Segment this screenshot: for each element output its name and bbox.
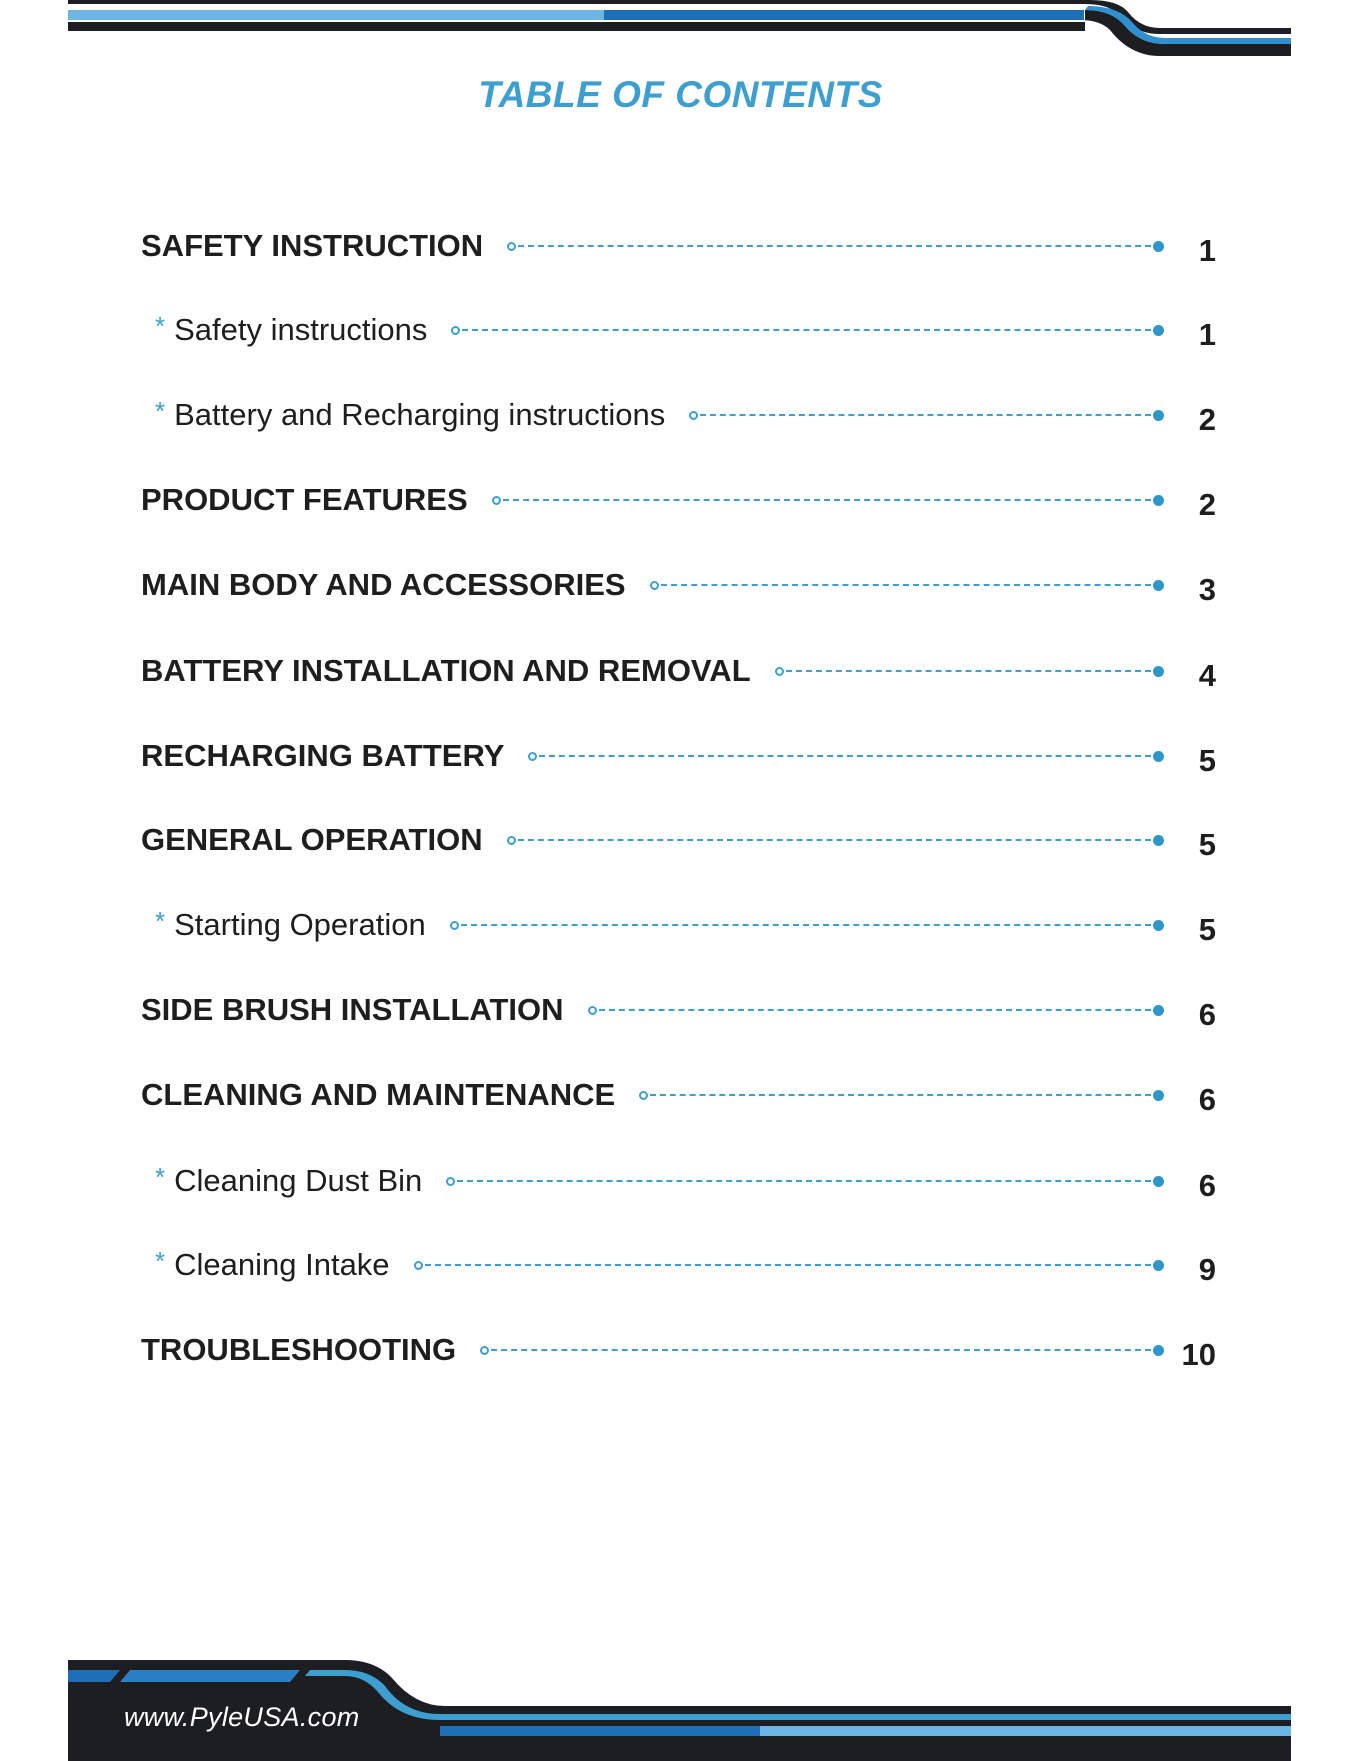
toc-entry-page: 2 xyxy=(1198,487,1216,522)
toc-entry-label: PRODUCT FEATURES xyxy=(141,482,468,517)
toc-entry-label: MAIN BODY AND ACCESSORIES xyxy=(141,567,626,602)
asterisk-bullet-icon: * xyxy=(155,1161,166,1192)
toc-entry-cleaning-intake[interactable] xyxy=(155,1241,1216,1289)
dotted-leader xyxy=(639,1088,1164,1102)
toc-entry-label: GENERAL OPERATION xyxy=(141,822,483,857)
dotted-leader xyxy=(588,1003,1164,1017)
toc-entry-label: Cleaning Intake xyxy=(174,1247,390,1282)
dotted-leader xyxy=(507,239,1164,253)
toc-entry-page: 6 xyxy=(1198,1082,1216,1117)
dotted-leader xyxy=(650,578,1164,592)
toc-entry-page: 10 xyxy=(1181,1337,1216,1372)
toc-entry-safety-instructions[interactable] xyxy=(155,306,1216,354)
page-title: TABLE OF CONTENTS xyxy=(478,74,883,115)
dotted-leader xyxy=(450,918,1164,932)
toc-entry-label: Starting Operation xyxy=(174,907,426,942)
toc-entry-page: 1 xyxy=(1198,317,1216,352)
toc-entry-troubleshooting[interactable] xyxy=(141,1326,1216,1374)
asterisk-bullet-icon: * xyxy=(155,395,166,426)
dotted-leader xyxy=(446,1174,1164,1188)
toc-entry-label: CLEANING AND MAINTENANCE xyxy=(141,1077,616,1112)
toc-entry-label: TROUBLESHOOTING xyxy=(141,1332,457,1367)
toc-entry-battery-installation-removal[interactable] xyxy=(141,647,1216,695)
toc-entry-safety-instruction[interactable] xyxy=(141,222,1216,270)
toc-entry-general-operation[interactable] xyxy=(141,816,1216,864)
dotted-leader xyxy=(451,323,1164,337)
toc-entry-label: SIDE BRUSH INSTALLATION xyxy=(141,992,564,1027)
toc-entry-recharging-battery[interactable] xyxy=(141,732,1216,780)
footer-website-link[interactable]: www.PyleUSA.com xyxy=(124,1702,360,1732)
dotted-leader xyxy=(492,493,1164,507)
toc-entry-page: 5 xyxy=(1198,743,1216,778)
asterisk-bullet-icon: * xyxy=(155,310,166,341)
toc-entry-label: SAFETY INSTRUCTION xyxy=(141,228,484,263)
toc-entry-label: BATTERY INSTALLATION AND REMOVAL xyxy=(141,653,751,688)
toc-entry-page: 2 xyxy=(1198,402,1216,437)
toc-entry-page: 6 xyxy=(1198,1168,1216,1203)
toc-entry-cleaning-maintenance[interactable] xyxy=(141,1071,1216,1119)
dotted-leader xyxy=(689,408,1164,422)
toc-entry-main-body-accessories[interactable] xyxy=(141,561,1216,609)
dotted-leader xyxy=(775,664,1164,678)
asterisk-bullet-icon: * xyxy=(155,905,166,936)
toc-entry-battery-recharging-instructions[interactable] xyxy=(155,391,1216,439)
dotted-leader xyxy=(507,833,1164,847)
toc-entry-page: 6 xyxy=(1198,997,1216,1032)
toc-entry-label: Cleaning Dust Bin xyxy=(174,1163,423,1198)
toc-entry-page: 1 xyxy=(1198,233,1216,268)
toc-entry-page: 5 xyxy=(1198,912,1216,947)
toc-entry-page: 4 xyxy=(1198,658,1216,693)
toc-entry-label: Battery and Recharging instructions xyxy=(174,397,666,432)
toc-entry-label: Safety instructions xyxy=(174,312,428,347)
dotted-leader xyxy=(414,1258,1164,1272)
toc-entry-page: 5 xyxy=(1198,827,1216,862)
toc-entry-page: 3 xyxy=(1198,572,1216,607)
toc-entry-label: RECHARGING BATTERY xyxy=(141,738,505,773)
toc-entry-side-brush-installation[interactable] xyxy=(141,986,1216,1034)
toc-entry-product-features[interactable] xyxy=(141,476,1216,524)
toc-entry-page: 9 xyxy=(1198,1252,1216,1287)
toc-entry-cleaning-dust-bin[interactable] xyxy=(155,1157,1216,1205)
toc-entry-starting-operation[interactable] xyxy=(155,901,1216,949)
dotted-leader xyxy=(528,749,1164,763)
dotted-leader xyxy=(480,1343,1164,1357)
asterisk-bullet-icon: * xyxy=(155,1245,166,1276)
